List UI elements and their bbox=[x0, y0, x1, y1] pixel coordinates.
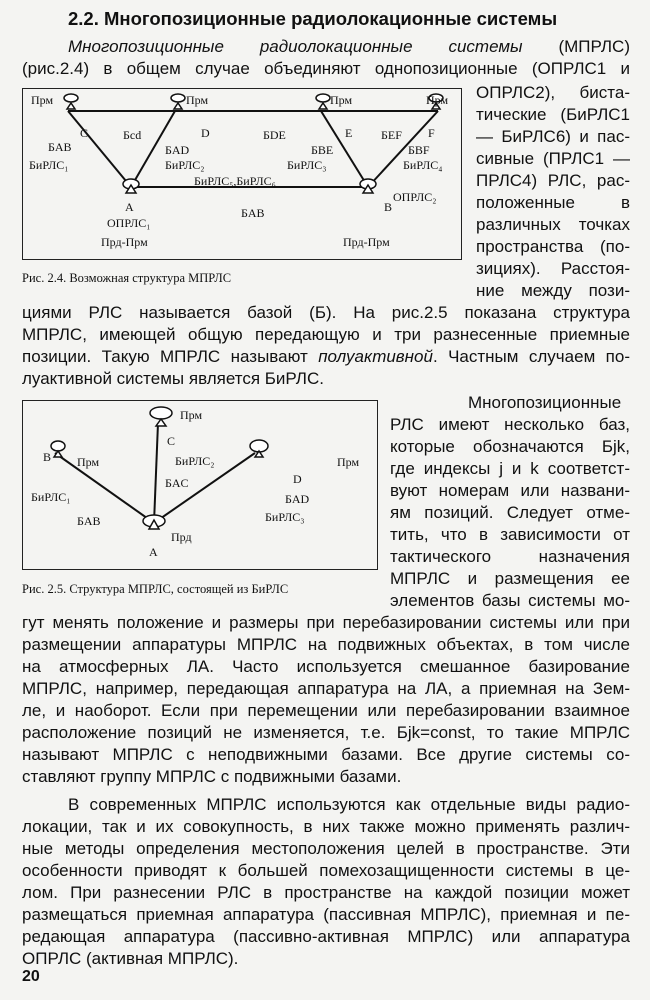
prd-prm-label-b: Прд-Прм bbox=[343, 235, 390, 249]
oprls1-label: ОПРЛС₁ bbox=[107, 216, 151, 230]
birls1-label: БиРЛС₁ bbox=[31, 490, 71, 504]
prm-label: Прм bbox=[186, 93, 209, 107]
birls2-label: БиРЛС₂ bbox=[175, 454, 215, 468]
birls2-label: БиРЛС₂ bbox=[165, 158, 205, 172]
prm-label-b: Прм bbox=[77, 455, 100, 469]
body-line: МПРЛС, например, передающая аппаратура на ЛА, а приемная на Зем- bbox=[22, 679, 630, 698]
base-label-ab: БAB bbox=[48, 140, 72, 154]
line-a-c bbox=[154, 423, 158, 523]
node-label-e: E bbox=[345, 126, 353, 140]
body-line: на атмосферных ЛА. Часто используется смешанное базирование bbox=[22, 657, 630, 676]
antenna-c-base-icon bbox=[156, 419, 166, 426]
wrap-line: тить, что в зависимости от bbox=[390, 525, 630, 544]
wrap-line: ПРЛС4) РЛС, рас- bbox=[476, 171, 630, 190]
wrap-line: положенные в bbox=[476, 193, 630, 212]
body-line: ОПРЛС (активная МПРЛС). bbox=[22, 949, 239, 968]
intro-italic: Многопозиционные радиолокационные системы bbox=[68, 37, 559, 56]
wrap-line: ние между пози- bbox=[476, 281, 630, 300]
wrap-line: сивные (ПРЛС1 — bbox=[476, 149, 630, 168]
wrap-line: Многопозиционные bbox=[468, 393, 622, 412]
body-line: локации, так и их совокупность, в них также можно применять различ- bbox=[22, 817, 630, 836]
wrap-line: пространства (по- bbox=[476, 237, 630, 256]
body-line: редающая аппаратура (пассивно-активная МПРЛС) или аппаратура bbox=[22, 927, 630, 946]
base-label-ac: БAC bbox=[165, 476, 189, 490]
body-line: особенности приводят к большей помехозащищенности системы в це- bbox=[22, 861, 630, 880]
body-line: размещаться приемная аппаратура (пассивная МПРЛС), приемная и пе- bbox=[22, 905, 630, 924]
figure-2-4-caption: Рис. 2.4. Возможная структура МПРЛС bbox=[22, 271, 232, 285]
antenna-d-base-icon bbox=[174, 103, 182, 109]
wrap-line: РЛС имеют несколько баз, bbox=[390, 415, 630, 434]
birls3-label: БиРЛС₃ bbox=[265, 510, 305, 524]
base-label-cd: Бсd bbox=[123, 128, 142, 142]
body-line: циями РЛС называется базой (Б). На рис.2.5 показана структура bbox=[22, 303, 630, 322]
wrap-line: где индексы j и k соответст- bbox=[390, 459, 630, 478]
intro-line-2: (рис.2.4) в общем случае объединяют однопозиционные (ОПРЛС1 и bbox=[22, 59, 630, 78]
term-semiactive: полуактивной bbox=[318, 347, 433, 366]
antenna-e-base-icon bbox=[319, 103, 327, 109]
antenna-c-base-icon bbox=[67, 103, 75, 109]
body-line bbox=[22, 346, 630, 368]
body-line: ставляют группу МПРЛС с подвижными базами. bbox=[22, 767, 402, 786]
base-label-ef: БEF bbox=[381, 128, 402, 142]
figure-2-5-diagram bbox=[23, 401, 376, 568]
base-label-bf: БBF bbox=[408, 143, 430, 157]
wrap-line: элементов базы системы мо- bbox=[390, 591, 630, 610]
base-label-be: БBE bbox=[311, 143, 334, 157]
body-text: . Частным случаем по- bbox=[432, 347, 631, 366]
wrap-line: вуют номерам или названи- bbox=[390, 481, 630, 500]
prm-label: Прм bbox=[31, 93, 54, 107]
prd-prm-label-a: Прд-Прм bbox=[101, 235, 148, 249]
antenna-e-icon bbox=[316, 94, 330, 102]
intro-abbr: (МПРЛС) bbox=[558, 37, 630, 56]
body-line: ле, и наоборот. Если при перемещении или перебазировании взаимное bbox=[22, 701, 630, 720]
figure-2-5 bbox=[22, 400, 378, 570]
birls1-label: БиРЛС₁ bbox=[29, 158, 69, 172]
prm-label-d: Прм bbox=[337, 455, 360, 469]
wrap-line: тактического назначения bbox=[390, 547, 630, 566]
intro-line-1 bbox=[68, 36, 630, 58]
node-label-a: A bbox=[149, 545, 158, 559]
body-line: гут менять положение и размеры при перебазировании системы или при bbox=[22, 613, 630, 632]
base-label-ad: БAD bbox=[165, 143, 190, 157]
oprls2-label: ОПРЛС₂ bbox=[393, 190, 437, 204]
body-line: ные методы определения местоположения целей в пространстве. Эти bbox=[22, 839, 630, 858]
birls4-label: БиРЛС₄ bbox=[403, 158, 443, 172]
figure-2-5-caption: Рис. 2.5. Структура МПРЛС, состоящей из БиРЛС bbox=[22, 582, 289, 596]
node-label-f: F bbox=[428, 126, 435, 140]
body-text: позиции. Такую МПРЛС называют bbox=[22, 347, 319, 366]
wrap-line: ям позиций. Следует отме- bbox=[390, 503, 630, 522]
prm-label: Прм bbox=[426, 93, 449, 107]
base-label-de: БDE bbox=[263, 128, 286, 142]
node-label-d: D bbox=[201, 126, 210, 140]
antenna-c-icon bbox=[150, 407, 172, 419]
base-label-ab: БAB bbox=[77, 514, 101, 528]
node-label-d: D bbox=[293, 472, 302, 486]
body-line: называют МПРЛС с неподвижными базами. Все другие системы со- bbox=[22, 745, 630, 764]
antenna-b-icon bbox=[51, 441, 65, 451]
node-label-b: B bbox=[384, 200, 393, 214]
prm-label-c: Прм bbox=[180, 408, 203, 422]
figure-2-4-diagram bbox=[23, 89, 460, 258]
wrap-line: зициях). Расстоя- bbox=[476, 259, 630, 278]
section-heading: 2.2. Многопозиционные радиолокационные системы bbox=[68, 8, 558, 29]
line-a-b bbox=[55, 453, 154, 523]
base-label-ab-mid: БAB bbox=[241, 206, 265, 220]
wrap-line: тические (БиРЛС1 bbox=[476, 105, 630, 124]
node-label-c: C bbox=[80, 126, 89, 140]
line-c-a bbox=[68, 111, 131, 187]
antenna-b-base-icon bbox=[54, 451, 62, 457]
prd-label: Прд bbox=[171, 530, 192, 544]
body-line: В современных МПРЛС используются как отдельные виды радио- bbox=[68, 795, 630, 814]
body-line: луактивной системы является БиРЛС. bbox=[22, 369, 324, 388]
figure-2-4 bbox=[22, 88, 462, 260]
node-label-b: B bbox=[43, 450, 52, 464]
wrap-line: — БиРЛС6) и пас- bbox=[476, 127, 630, 146]
birls3-label: БиРЛС₃ bbox=[287, 158, 327, 172]
base-label-ad: БAD bbox=[285, 492, 310, 506]
wrap-line: которые обозначаются Бjk, bbox=[390, 437, 630, 456]
body-line: лом. При разнесении РЛС в пространстве на каждой позиции может bbox=[22, 883, 630, 902]
antenna-c-icon bbox=[64, 94, 78, 102]
page-number: 20 bbox=[22, 968, 40, 985]
body-line: расположение позиций не изменяется, т.е. Бjk=const, то такие МПРЛС bbox=[22, 723, 630, 742]
node-label-a: A bbox=[125, 200, 134, 214]
body-line: МПРЛС, имеющей общую передающую и три разнесенные приемные bbox=[22, 325, 630, 344]
prm-label: Прм bbox=[330, 93, 353, 107]
body-line: размещении аппаратуры МПРЛС на подвижных объектах, в том числе bbox=[22, 635, 630, 654]
wrap-line: ОПРЛС2), биста- bbox=[476, 83, 630, 102]
wrap-line: МПРЛС и размещения ее bbox=[390, 569, 630, 588]
wrap-line: различных точках bbox=[476, 215, 630, 234]
antenna-d-icon bbox=[171, 94, 185, 102]
birls56-label: БиРЛС₅,БиРЛС₆ bbox=[194, 174, 276, 188]
node-label-c: C bbox=[167, 434, 176, 448]
